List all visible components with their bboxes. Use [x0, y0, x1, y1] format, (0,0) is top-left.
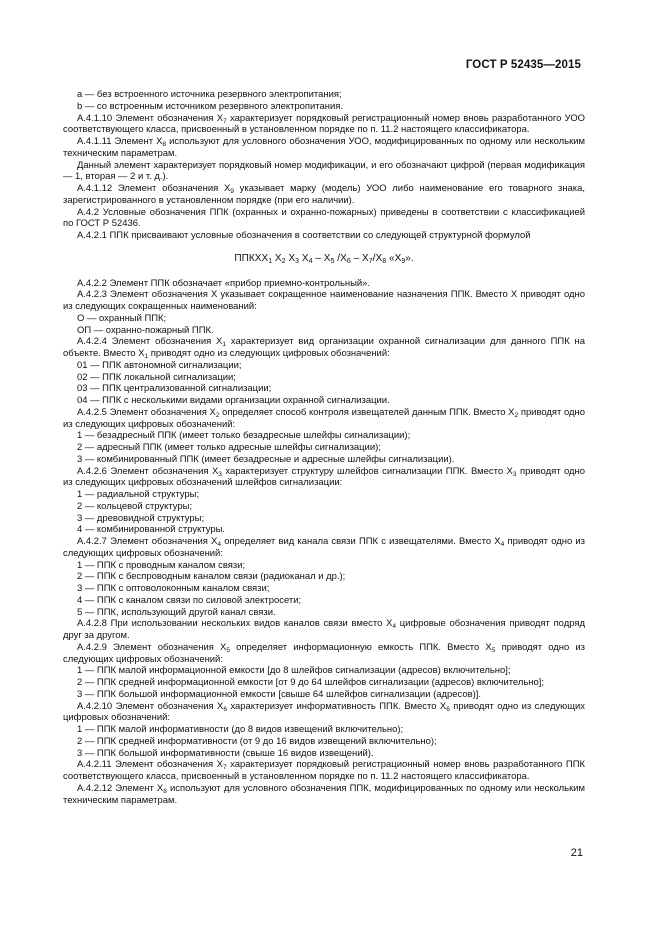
paragraph: А.4.1.10 Элемент обозначения $X_7$ характеризует порядковый регистрационный номер вновь разработанного УОО соответствующего класса, присвоенный в установленном порядке по п. 11.2 настоящего классификатора.	[63, 112, 585, 136]
list-item: 2 — ППК средней информационной емкости [от 9 до 64 шлейфов сигнализации (адресов) включительно];	[77, 677, 544, 688]
paragraph: А.4.1.12 Элемент обозначения $X_9$ указывает марку (модель) УОО либо наименование его товарного знака, зарегистрированного в установленном порядке (при его наличии).	[63, 183, 585, 206]
list-item: ОП — охранно-пожарный ППК.	[77, 324, 214, 336]
list-item: 1 — ППК малой информационной емкости [до 8 шлейфов сигнализации (адресов) включительно];	[77, 665, 511, 677]
paragraph: А.4.2.4 Элемент обозначения $X_1$ характеризует вид организации охранной сигнализации для данного ППК на объекте. Вместо $X_1$ приводят одно из следующих цифровых обозначений:	[63, 336, 585, 360]
list-item: 2 — ППК с беспроводным каналом связи (радиоканал и др.);	[77, 571, 346, 583]
list-item: 3 — ППК с оптоволоконным каналом связи;	[77, 583, 270, 594]
paragraph: Данный элемент характеризует порядковый номер модификации, и его обозначают цифрой (первая модификация — 1, вторая — 2 и т. д.).	[63, 159, 585, 183]
paragraph: А.4.2.5 Элемент обозначения $X_2$ определяет способ контроля извещателей данным ППК. Вместо $X_2$ приводят одно из следующих цифровых обозначений:	[63, 406, 586, 430]
paragraph: А.4.2 Условные обозначения ППК (охранных и охранно-пожарных) приведены в соответствии с классификацией по ГОСТ Р 52436.	[63, 206, 585, 230]
structural-formula: $ППКХХ_1$ $Х_2$ $Х_3$ $Х_4 - Х_5$ $/Х_6 - Х_7/Х_8$ «$Х_9$».	[234, 252, 414, 265]
list-item: 04 — ППК с несколькими видами организации охранной сигнализации.	[77, 395, 390, 406]
paragraph: А.4.2.2 Элемент ППК обозначает «прибор приемно-контрольный».	[77, 277, 370, 289]
list-item: 3 — ППК большой информативности (свыше 16 видов извещений).	[77, 747, 374, 759]
list-item: 02 — ППК локальной сигнализации;	[77, 371, 236, 383]
list-item: О — охранный ППК;	[77, 312, 167, 324]
list-item: 5 — ППК, использующий другой канал связи.	[77, 606, 276, 618]
list-item: 4 — ППК с каналом связи по силовой электросети;	[77, 594, 302, 606]
paragraph: А.4.1.11 Элемент $X_8$ используют для условного обозначения УОО, модифицированных по одному или нескольким техническим параметрам.	[63, 136, 585, 159]
paragraph: А.4.2.1 ППК присваивают условные обозначения в соответствии со следующей структурной формулой	[77, 230, 531, 241]
paragraph: А.4.2.6 Элемент обозначения $X_3$ характеризует структуру шлейфов сигнализации ППК. Вместо $X_3$ приводят одно из следующих цифровых обозначений шлейфов сигнализации:	[63, 465, 585, 489]
list-item: 2 — кольцевой структуры;	[77, 500, 193, 512]
list-item: 4 — комбинированной структуры.	[77, 524, 226, 536]
paragraph: А.4.2.10 Элемент обозначения $X_6$ характеризует информативность ППК. Вместо $X_6$ приводят одно из следующих цифровых обозначений:	[63, 700, 585, 724]
page-number: 21	[570, 847, 583, 859]
list-item: 3 — ППК большой информационной емкости [свыше 64 шлейфов сигнализации (адресов)].	[77, 688, 481, 700]
paragraph: А.4.2.9 Элемент обозначения $X_5$ определяет информационную емкость ППК. Вместо $X_5$ приводят одно из следующих цифровых обозначений:	[63, 641, 585, 665]
list-item: 1 — ППК с проводным каналом связи;	[77, 559, 246, 571]
list-item: 3 — комбинированный ППК (имеет безадресные и адресные шлейфы сигнализации).	[77, 453, 455, 465]
list-item: 1 — ППК малой информативности (до 8 видов извещений включительно);	[77, 724, 404, 735]
list-item: 2 — ППК средней информативности (от 9 до 16 видов извещений включительно);	[77, 735, 437, 747]
paragraph: А.4.2.11 Элемент обозначения $X_7$ характеризует порядковый регистрационный номер вновь разработанного ППК соответствующего класса, присвоенный в установленном порядке по п. 11.2 настоящего классификатора.	[63, 759, 585, 782]
paragraph: А.4.2.7 Элемент обозначения $X_4$ определяет вид канала связи ППК с извещателями. Вместо $X_4$ приводят одно из следующих цифровых обозначений:	[63, 536, 585, 559]
document-body	[63, 89, 585, 806]
paragraph: А.4.2.3 Элемент обозначения X указывает сокращенное наименование назначения ППК. Вместо X приводят одно из следующих сокращенных наименований:	[63, 289, 585, 312]
paragraph: А.4.2.8 При использовании нескольких видов каналов связи вместо $X_4$ цифровые обозначения приводят подряд друг за другом.	[63, 618, 585, 641]
list-item: 2 — адресный ППК (имеет только адресные шлейфы сигнализации);	[77, 442, 381, 453]
paragraph: a — без встроенного источника резервного электропитания;	[77, 89, 342, 100]
list-item: 03 — ППК централизованной сигнализации;	[77, 383, 272, 395]
paragraph: b — со встроенным источником резервного электропитания.	[77, 100, 343, 112]
paragraph: А.4.2.12 Элемент $X_8$ используют для условного обозначения ППК, модифицированных по одному или нескольким техническим параметрам.	[63, 782, 585, 806]
document-header: ГОСТ Р 52435—2015	[465, 59, 581, 71]
list-item: 1 — радиальной структуры;	[77, 489, 200, 500]
list-item: 1 — безадресный ППК (имеет только безадресные шлейфы сигнализации);	[77, 430, 411, 442]
list-item: 01 — ППК автономной сигнализации;	[77, 359, 242, 371]
list-item: 3 — древовидной структуры;	[77, 512, 205, 524]
